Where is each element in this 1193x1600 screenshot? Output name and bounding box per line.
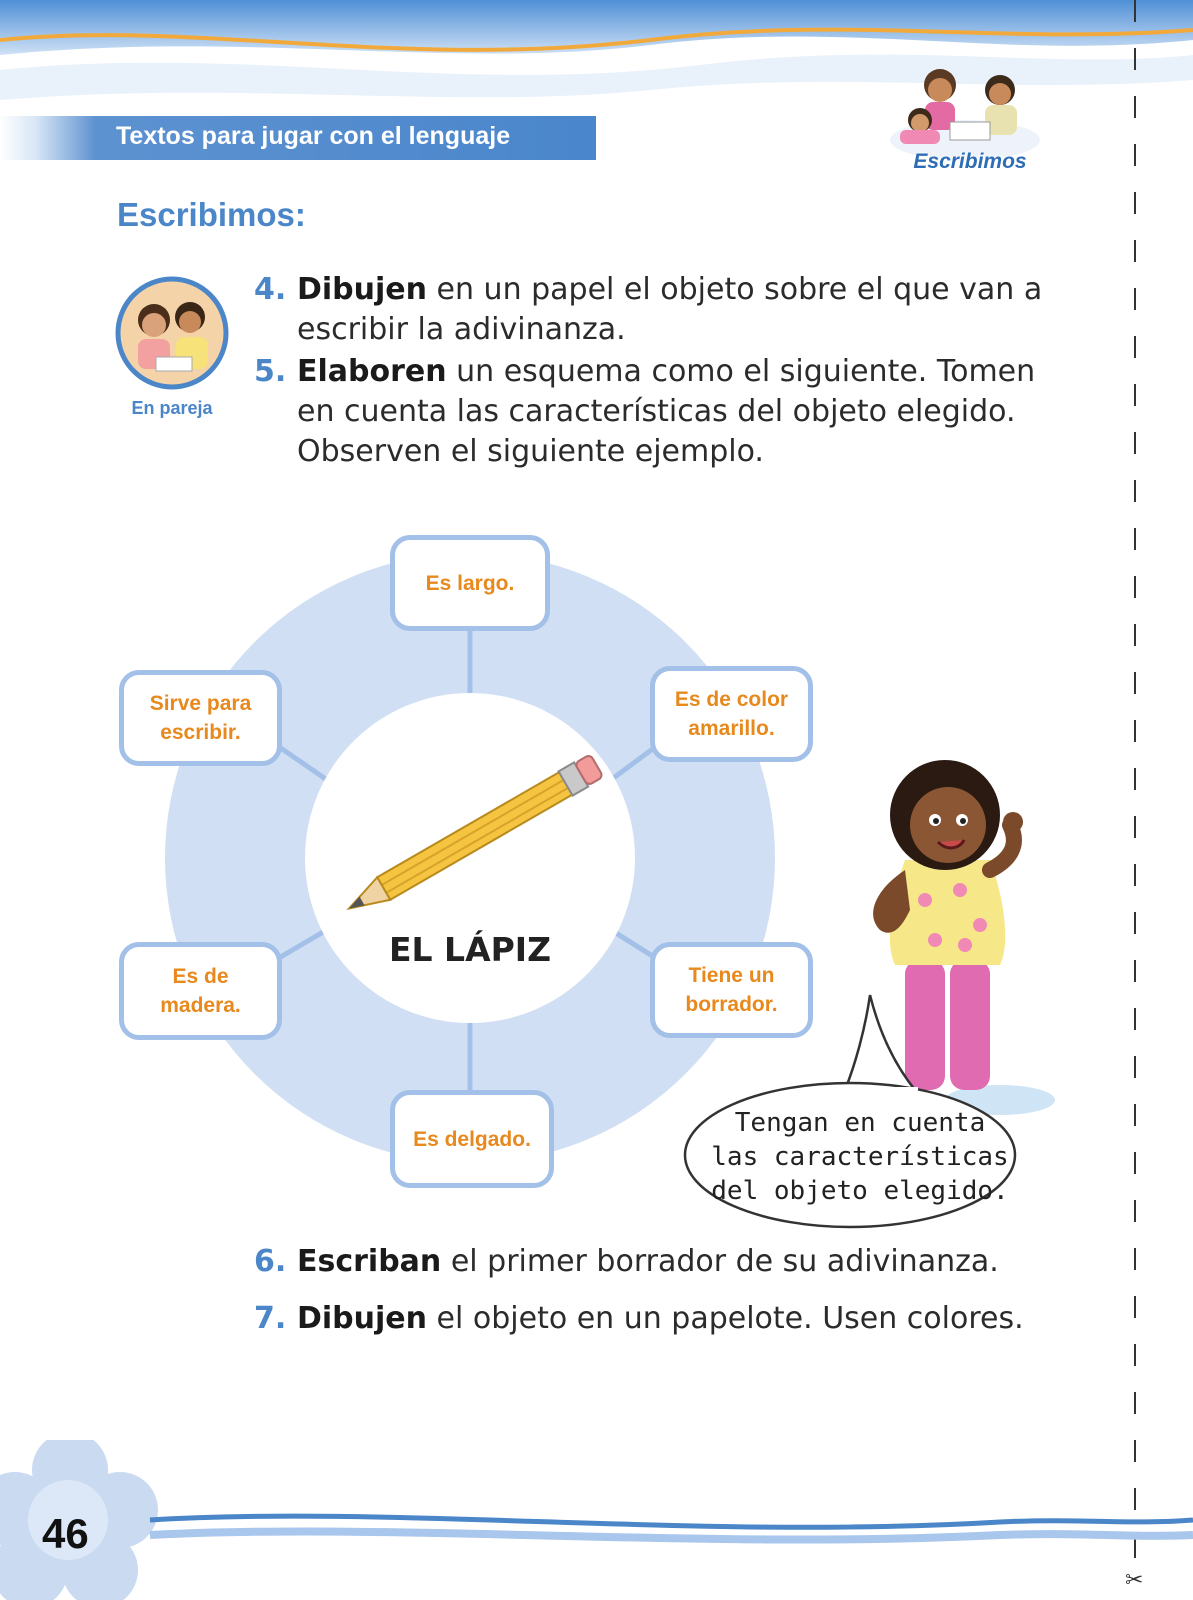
step-verb: Elaboren	[297, 354, 447, 389]
diagram-center-label: EL LÁPIZ	[388, 930, 552, 969]
step-number: 6.	[254, 1244, 287, 1279]
footer-decoration	[0, 1440, 1193, 1600]
feature-box-6: Sirve para escribir.	[119, 670, 282, 766]
feature-box-1: Es largo.	[390, 535, 550, 631]
step-text: un esquema como el siguiente. Tomen en cuenta las características del objeto elegido. Observen el siguiente ejemplo.	[297, 354, 1036, 469]
page-heading: Escribimos:	[117, 196, 306, 233]
pair-label: En pareja	[131, 398, 213, 418]
section-title: Textos para jugar con el lenguaje	[116, 122, 511, 150]
step-number: 4.	[254, 272, 287, 307]
step-6	[254, 1242, 1074, 1282]
step-verb: Dibujen	[297, 272, 428, 307]
feature-box-4: Es delgado.	[390, 1090, 554, 1188]
step-text: en un papel el objeto sobre el que van a escribir la adivinanza.	[297, 272, 1043, 347]
page-number: 46	[42, 1510, 89, 1557]
speech-bubble-text: Tengan en cuenta las características del objeto elegido.	[711, 1108, 1009, 1206]
step-verb: Escriban	[297, 1244, 442, 1279]
feature-box-3: Tiene un borrador.	[650, 942, 813, 1038]
step-verb: Dibujen	[297, 1301, 428, 1336]
feature-box-5: Es de madera.	[119, 942, 282, 1040]
feature-box-2: Es de color amarillo.	[650, 666, 813, 762]
badge-label: Escribimos	[913, 150, 1027, 173]
step-number: 5.	[254, 354, 287, 389]
step-text: el primer borrador de su adivinanza.	[441, 1244, 999, 1279]
step-7	[254, 1299, 1074, 1339]
step-number: 7.	[254, 1301, 287, 1336]
step-text: el objeto en un papelote. Usen colores.	[427, 1301, 1024, 1336]
scissors-icon: ✂	[1125, 1568, 1144, 1593]
